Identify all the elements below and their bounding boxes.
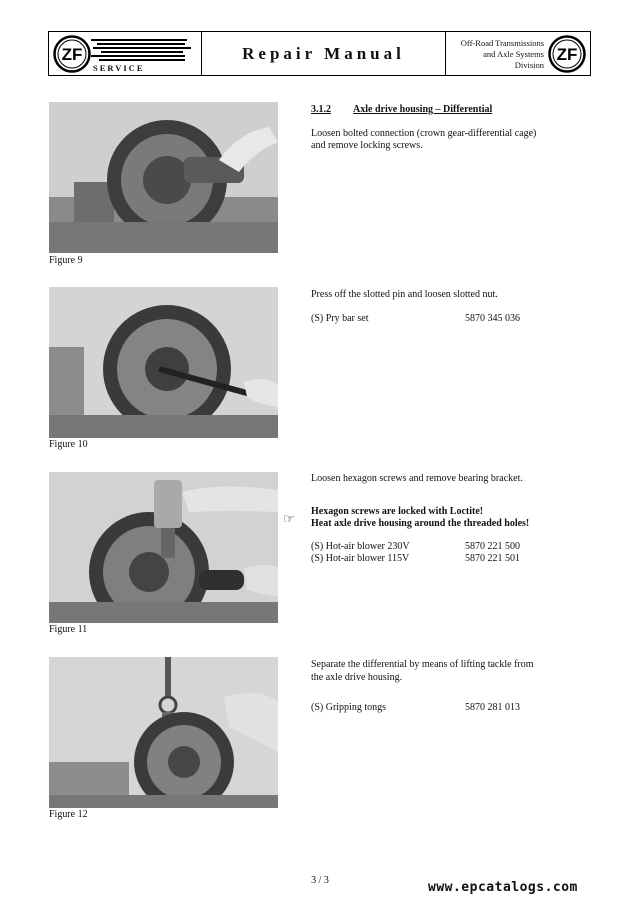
step-4-text-2: the axle drive housing. xyxy=(311,671,403,683)
figure-12-caption: Figure 12 xyxy=(49,809,88,820)
figure-12-photo xyxy=(49,657,278,808)
watermark: www.epcatalogs.com xyxy=(428,880,578,895)
section-title: Axle drive housing – Differential xyxy=(353,104,493,115)
service-label: SERVICE xyxy=(93,63,145,73)
step-2-text: Press off the slotted pin and loosen slotted nut. xyxy=(311,289,498,300)
section-heading xyxy=(311,104,601,117)
page-number: 3 / 3 xyxy=(311,875,329,886)
figure-11-photo xyxy=(49,472,278,623)
page-header xyxy=(48,31,591,76)
division-block xyxy=(446,32,590,75)
division-text xyxy=(454,38,544,71)
step-3-text: Loosen hexagon screws and remove bearing bracket. xyxy=(311,473,523,484)
step-1-text-2: and remove locking screws. xyxy=(311,140,423,151)
tool-number: 5870 221 501 xyxy=(465,553,520,564)
warning-note-2: Heat axle drive housing around the threaded holes! xyxy=(311,518,530,529)
division-line-1: Off-Road Transmissions xyxy=(460,38,544,48)
zf-service-logo xyxy=(49,32,202,75)
tool-name: (S) Hot-air blower 115V xyxy=(311,553,410,564)
zf-logo-icon xyxy=(548,35,586,73)
tool-name: (S) Pry bar set xyxy=(311,312,369,324)
page-title: Repair Manual xyxy=(202,32,446,75)
figure-11-caption: Figure 11 xyxy=(49,624,88,635)
tool-row xyxy=(311,541,601,554)
tool-name: (S) Hot-air blower 230V xyxy=(311,540,410,552)
tool-row xyxy=(311,702,601,715)
division-line-3: Division xyxy=(514,60,544,70)
figure-10-caption: Figure 10 xyxy=(49,439,88,450)
tool-number: 5870 345 036 xyxy=(465,312,520,324)
tool-row xyxy=(311,553,601,566)
step-4-block xyxy=(311,659,601,715)
figure-9-caption: Figure 9 xyxy=(49,255,83,266)
zf-logo-text: ZF xyxy=(61,45,83,64)
step-1-block xyxy=(311,104,601,153)
division-line-2: and Axle Systems xyxy=(483,49,544,59)
zf-logo-icon xyxy=(53,35,91,73)
section-number: 3.1.2 xyxy=(311,104,331,115)
step-2-block xyxy=(311,289,601,325)
tool-number: 5870 281 013 xyxy=(465,702,520,713)
service-stripes xyxy=(91,38,193,62)
figure-10-photo xyxy=(49,287,278,438)
tool-row xyxy=(311,313,601,326)
zf-logo-text: ZF xyxy=(556,45,578,64)
figure-9-photo xyxy=(49,102,278,253)
tool-name: (S) Gripping tongs xyxy=(311,702,386,713)
tool-number: 5870 221 500 xyxy=(465,540,520,552)
warning-note-1: Hexagon screws are locked with Loctite! xyxy=(311,505,484,517)
step-3-block xyxy=(311,473,601,566)
pointing-hand-icon: ☞ xyxy=(283,511,295,526)
step-1-text: Loosen bolted connection (crown gear-differential cage) xyxy=(311,127,537,139)
step-4-text: Separate the differential by means of lifting tackle from xyxy=(311,659,534,670)
